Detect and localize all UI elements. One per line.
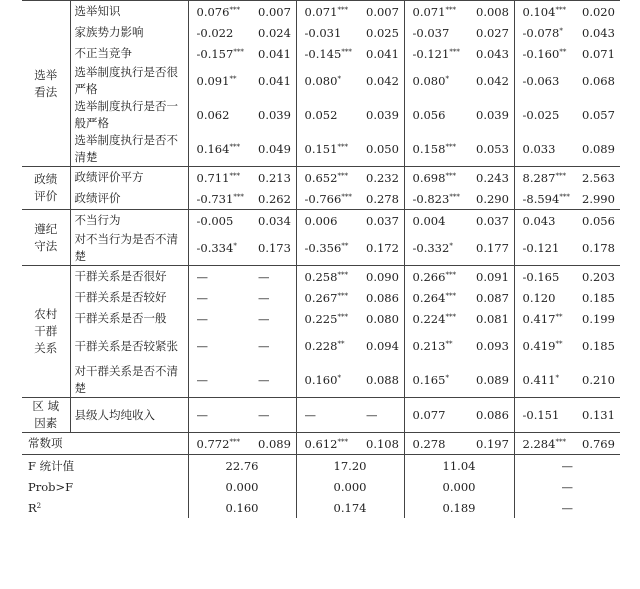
coefficient-cell: 0.225*** [304, 311, 348, 326]
table-row [22, 287, 620, 308]
std-error-cell: 0.088 [358, 363, 404, 398]
table-row [22, 167, 620, 189]
std-error-cell: 0.068 [582, 74, 615, 88]
std-error-cell: 0.043 [582, 25, 615, 40]
coefficient-cell: 0.224*** [412, 311, 456, 326]
std-error-cell: 0.037 [358, 210, 404, 232]
std-error-cell: — [250, 308, 296, 329]
stat-label: $R^2$ [22, 497, 188, 518]
std-error-cell: 0.203 [574, 266, 620, 288]
std-error-cell: 0.278 [358, 188, 404, 210]
coefficient-cell: -0.334* [188, 231, 250, 266]
coefficient-cell: 2.284*** [514, 433, 574, 455]
std-error-cell: 0.185 [582, 339, 615, 353]
table-row [22, 398, 620, 433]
std-error-cell: 0.131 [574, 398, 620, 433]
stat-row [22, 497, 620, 518]
coefficient-cell: 0.213** [412, 339, 453, 353]
coefficient-cell: 0.164*** [188, 132, 250, 167]
coefficient-cell: 0.006 [296, 210, 358, 232]
stat-label: F 统计值 [22, 455, 188, 477]
coefficient-cell: 0.411* [514, 363, 574, 398]
coefficient-cell: -0.022 [196, 25, 234, 40]
category-label: 政绩 评价 [22, 167, 70, 210]
std-error-cell: 0.042 [468, 64, 514, 98]
coefficient-cell: 0.652*** [296, 167, 358, 189]
coefficient-cell: 0.264*** [412, 290, 456, 305]
stat-value: 0.000 [404, 476, 514, 497]
coefficient-cell: 0.228** [304, 339, 345, 353]
variable-name: 选举制度执行是否不清楚 [70, 132, 188, 167]
coefficient-cell: -0.160** [522, 46, 567, 61]
std-error-cell: 0.041 [358, 43, 404, 64]
std-error-cell: 0.050 [358, 132, 404, 167]
coefficient-cell: 0.711*** [188, 167, 250, 189]
coefficient-cell: 0.004 [404, 210, 468, 232]
table-row [22, 329, 620, 363]
coefficient-cell: -0.165 [514, 266, 574, 288]
stat-value: — [561, 479, 573, 494]
coefficient-cell: -0.005 [188, 210, 250, 232]
coefficient-cell: 0.278 [404, 433, 468, 455]
variable-name: 政绩评价 [70, 188, 188, 210]
std-error-cell: 0.053 [468, 132, 514, 167]
coefficient-cell: 0.056 [412, 108, 446, 122]
coefficient-cell: — [196, 339, 208, 353]
std-error-cell: — [250, 363, 296, 398]
table-row [22, 1, 620, 23]
std-error-cell: 0.178 [574, 231, 620, 266]
coefficient-cell: 0.151*** [296, 132, 358, 167]
coefficient-cell: 0.158*** [404, 132, 468, 167]
category-label: 区 域 因素 [22, 398, 70, 433]
table-row [22, 43, 620, 64]
coefficient-cell: 0.033 [514, 132, 574, 167]
variable-name: 县级人均纯收入 [70, 398, 188, 433]
coefficient-cell: — [196, 290, 208, 305]
std-error-cell: 0.042 [358, 64, 404, 98]
coefficient-cell: -0.157*** [196, 46, 244, 61]
table-row [22, 266, 620, 288]
variable-name: 政绩评价平方 [70, 167, 188, 189]
coefficient-cell: 0.076*** [188, 1, 250, 23]
std-error-cell: 0.080 [358, 308, 404, 329]
std-error-cell: 0.090 [358, 266, 404, 288]
table-row [22, 64, 620, 98]
coefficient-cell: 0.104*** [514, 1, 574, 23]
std-error-cell: 0.197 [468, 433, 514, 455]
variable-name: 家族势力影响 [70, 22, 188, 43]
std-error-cell: — [250, 266, 296, 288]
std-error-cell: 2.990 [574, 188, 620, 210]
std-error-cell: 0.008 [468, 1, 514, 23]
variable-name: 对干群关系是否不清楚 [70, 363, 188, 398]
std-error-cell: 0.172 [358, 231, 404, 266]
coefficient-cell: 0.267*** [304, 290, 348, 305]
variable-name: 干群关系是否很好 [70, 266, 188, 288]
table-row [22, 22, 620, 43]
std-error-cell: 0.041 [250, 64, 296, 98]
coefficient-cell: 0.698*** [404, 167, 468, 189]
std-error-cell: 0.173 [250, 231, 296, 266]
coefficient-cell: 0.080* [304, 74, 341, 88]
coefficient-cell: -0.037 [412, 25, 450, 40]
std-error-cell: 0.071 [582, 46, 615, 61]
std-error-cell: 0.056 [574, 210, 620, 232]
coefficient-cell: — [196, 311, 208, 326]
std-error-cell: 0.093 [468, 329, 514, 363]
stat-row [22, 455, 620, 477]
std-error-cell: 0.024 [250, 22, 296, 43]
coefficient-cell: -0.121 [514, 231, 574, 266]
regression-table [22, 0, 620, 518]
std-error-cell: 0.108 [358, 433, 404, 455]
variable-name: 选举知识 [70, 1, 188, 23]
stat-value: 0.189 [404, 497, 514, 518]
coefficient-cell: — [188, 398, 250, 433]
coefficient-cell: 0.266*** [404, 266, 468, 288]
coefficient-cell: 0.417** [522, 311, 563, 326]
std-error-cell: 0.232 [358, 167, 404, 189]
category-label: 农村 干群 关系 [22, 266, 70, 398]
constant-label: 常数项 [22, 433, 188, 455]
results-table [22, 0, 620, 518]
variable-name: 不正当竞争 [70, 43, 188, 64]
table-row [22, 210, 620, 232]
coefficient-cell: -0.025 [522, 108, 560, 122]
stat-value: 0.174 [296, 497, 404, 518]
stat-value: 11.04 [404, 455, 514, 477]
coefficient-cell: 0.062 [196, 108, 230, 122]
coefficient-cell: 0.052 [304, 108, 338, 122]
std-error-cell: 0.089 [574, 132, 620, 167]
coefficient-cell: 0.419** [522, 339, 563, 353]
coefficient-cell: 0.043 [514, 210, 574, 232]
std-error-cell: 0.057 [582, 108, 615, 122]
coefficient-cell: 0.160* [296, 363, 358, 398]
variable-name: 干群关系是否较紧张 [70, 329, 188, 363]
coefficient-cell: -0.731*** [188, 188, 250, 210]
std-error-cell: 0.086 [468, 398, 514, 433]
std-error-cell: — [250, 287, 296, 308]
stat-row [22, 476, 620, 497]
variable-name: 干群关系是否较好 [70, 287, 188, 308]
coefficient-cell: -0.151 [514, 398, 574, 433]
stat-value: 17.20 [296, 455, 404, 477]
std-error-cell: 0.039 [358, 98, 404, 132]
variable-name: 选举制度执行是否一般严格 [70, 98, 188, 132]
std-error-cell: 0.210 [574, 363, 620, 398]
std-error-cell: 0.081 [468, 308, 514, 329]
variable-name: 不当行为 [70, 210, 188, 232]
std-error-cell: 0.020 [574, 1, 620, 23]
coefficient-cell: 8.287*** [514, 167, 574, 189]
coefficient-cell: -0.031 [304, 25, 342, 40]
std-error-cell: 0.089 [468, 363, 514, 398]
stat-value: 0.000 [296, 476, 404, 497]
std-error-cell: 0.049 [250, 132, 296, 167]
stat-value: — [561, 500, 573, 515]
coefficient-cell: 0.120 [522, 290, 556, 305]
coefficient-cell: 0.071*** [296, 1, 358, 23]
std-error-cell: 0.769 [574, 433, 620, 455]
std-error-cell: 0.177 [468, 231, 514, 266]
category-label: 选举 看法 [22, 1, 70, 167]
stat-value: 0.160 [188, 497, 296, 518]
std-error-cell: — [358, 398, 404, 433]
coefficient-cell: — [188, 266, 250, 288]
std-error-cell: 0.262 [250, 188, 296, 210]
coefficient-cell: — [188, 363, 250, 398]
variable-name: 选举制度执行是否很严格 [70, 64, 188, 98]
table-row [22, 308, 620, 329]
coefficient-cell: -0.145*** [304, 46, 352, 61]
coefficient-cell: 0.077 [404, 398, 468, 433]
std-error-cell: 0.037 [468, 210, 514, 232]
std-error-cell: 2.563 [574, 167, 620, 189]
std-error-cell: 0.027 [468, 22, 514, 43]
coefficient-cell: -0.121*** [412, 46, 460, 61]
coefficient-cell: 0.772*** [188, 433, 250, 455]
table-row [22, 363, 620, 398]
std-error-cell: 0.025 [358, 22, 404, 43]
std-error-cell: 0.087 [468, 287, 514, 308]
std-error-cell: 0.041 [250, 43, 296, 64]
coefficient-cell: 0.091** [196, 74, 237, 88]
coefficient-cell: 0.080* [412, 74, 449, 88]
table-row [22, 231, 620, 266]
std-error-cell: 0.091 [468, 266, 514, 288]
stat-value: — [514, 455, 620, 477]
coefficient-cell: 0.612*** [296, 433, 358, 455]
std-error-cell: — [250, 398, 296, 433]
table-row [22, 433, 620, 455]
coefficient-cell: 0.165* [404, 363, 468, 398]
variable-name: 干群关系是否一般 [70, 308, 188, 329]
std-error-cell: 0.086 [358, 287, 404, 308]
std-error-cell: — [250, 329, 296, 363]
coefficient-cell: 0.071*** [404, 1, 468, 23]
std-error-cell: 0.089 [250, 433, 296, 455]
coefficient-cell: -0.063 [522, 74, 560, 88]
std-error-cell: 0.007 [358, 1, 404, 23]
coefficient-cell: -0.078* [522, 25, 563, 40]
std-error-cell: 0.243 [468, 167, 514, 189]
coefficient-cell: -0.332* [404, 231, 468, 266]
std-error-cell: 0.185 [582, 290, 615, 305]
std-error-cell: 0.290 [468, 188, 514, 210]
table-row [22, 188, 620, 210]
std-error-cell: 0.039 [250, 98, 296, 132]
coefficient-cell: -0.356** [296, 231, 358, 266]
stat-value: 22.76 [188, 455, 296, 477]
coefficient-cell: -8.594*** [514, 188, 574, 210]
std-error-cell: 0.094 [358, 329, 404, 363]
table-row [22, 132, 620, 167]
std-error-cell: 0.007 [250, 1, 296, 23]
category-label: 遵纪 守法 [22, 210, 70, 266]
stat-value: 0.000 [188, 476, 296, 497]
table-row [22, 98, 620, 132]
coefficient-cell: — [296, 398, 358, 433]
variable-name: 对不当行为是否不清楚 [70, 231, 188, 266]
coefficient-cell: -0.766*** [296, 188, 358, 210]
std-error-cell: 0.039 [468, 98, 514, 132]
coefficient-cell: -0.823*** [404, 188, 468, 210]
std-error-cell: 0.199 [582, 311, 615, 326]
std-error-cell: 0.213 [250, 167, 296, 189]
coefficient-cell: 0.258*** [296, 266, 358, 288]
std-error-cell: 0.043 [468, 43, 514, 64]
stat-label: Prob>F [22, 476, 188, 497]
std-error-cell: 0.034 [250, 210, 296, 232]
